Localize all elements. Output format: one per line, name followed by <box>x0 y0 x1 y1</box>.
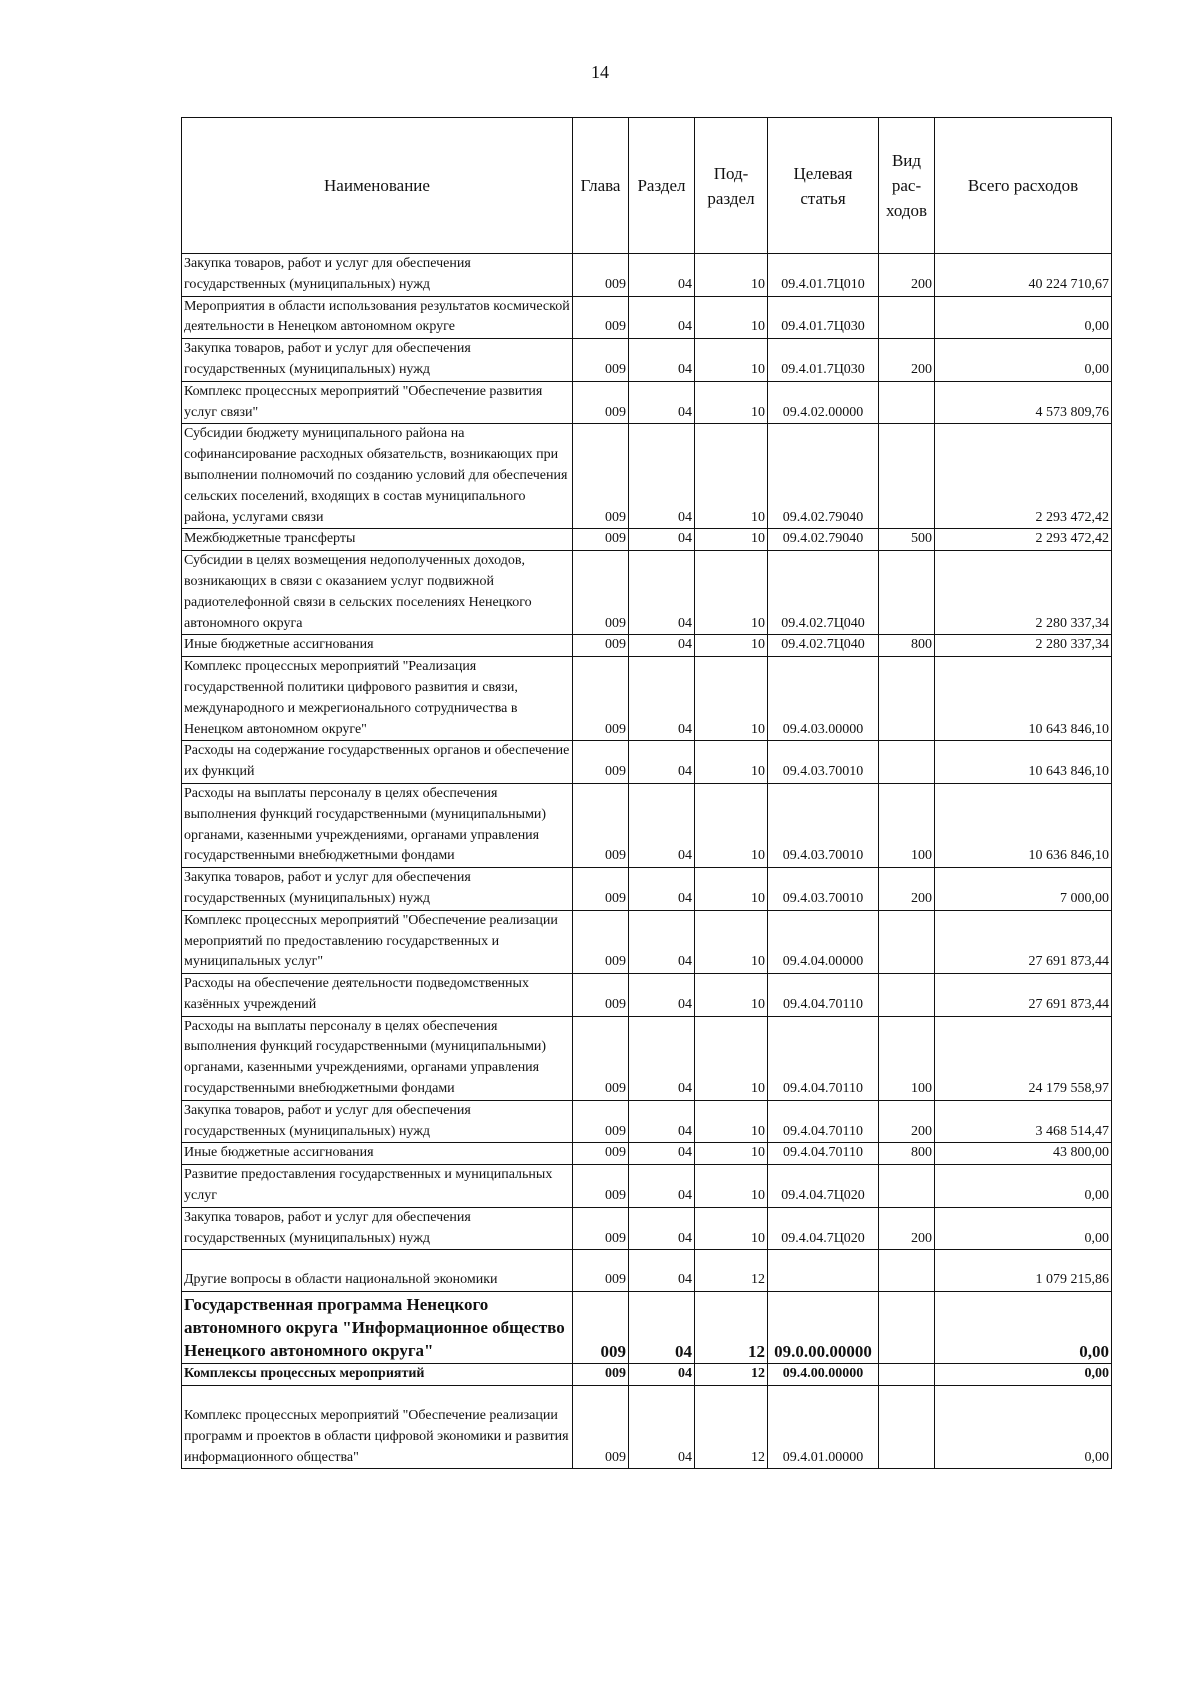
table-row <box>182 868 1112 911</box>
row-chapter: 009 <box>573 910 629 973</box>
table-row <box>182 783 1112 867</box>
budget-table <box>181 117 1112 1469</box>
row-target-article: 09.0.00.00000 <box>768 1292 879 1364</box>
table-row <box>182 1143 1112 1165</box>
table-row <box>182 1165 1112 1208</box>
row-name: Государственная программа Ненецкого автономного округа "Информационное общество Ненецкого автономного округа" <box>182 1292 573 1364</box>
row-chapter: 009 <box>573 1292 629 1364</box>
row-section: 04 <box>629 551 695 635</box>
row-name: Мероприятия в области использования результатов космической деятельности в Ненецком автономном округе <box>182 296 573 339</box>
row-total: 0,00 <box>935 1386 1112 1469</box>
row-subsection: 10 <box>695 381 768 424</box>
row-chapter: 009 <box>573 657 629 741</box>
row-expense-type: 800 <box>879 1143 935 1165</box>
row-subsection: 10 <box>695 339 768 382</box>
row-name: Расходы на выплаты персоналу в целях обеспечения выполнения функций государственными (муниципальными) органами, казенными учреждениями, органами управления государственными внебюджетными фондами <box>182 783 573 867</box>
row-target-article: 09.4.01.00000 <box>768 1386 879 1469</box>
row-chapter: 009 <box>573 1364 629 1386</box>
row-expense-type <box>879 1364 935 1386</box>
row-subsection: 12 <box>695 1386 768 1469</box>
row-expense-type: 200 <box>879 1100 935 1143</box>
row-section: 04 <box>629 424 695 529</box>
row-chapter: 009 <box>573 868 629 911</box>
row-target-article: 09.4.02.7Ц040 <box>768 635 879 657</box>
row-name: Закупка товаров, работ и услуг для обеспечения государственных (муниципальных) нужд <box>182 868 573 911</box>
row-total: 10 643 846,10 <box>935 657 1112 741</box>
row-subsection: 12 <box>695 1250 768 1292</box>
row-expense-type: 800 <box>879 635 935 657</box>
row-chapter: 009 <box>573 296 629 339</box>
row-total: 10 643 846,10 <box>935 741 1112 784</box>
row-total: 0,00 <box>935 1292 1112 1364</box>
row-subsection: 12 <box>695 1292 768 1364</box>
row-subsection: 10 <box>695 529 768 551</box>
row-subsection: 10 <box>695 254 768 297</box>
row-expense-type: 100 <box>879 1016 935 1100</box>
row-section: 04 <box>629 1143 695 1165</box>
row-section: 04 <box>629 254 695 297</box>
row-target-article: 09.4.04.70110 <box>768 974 879 1017</box>
row-total: 0,00 <box>935 1364 1112 1386</box>
row-section: 04 <box>629 296 695 339</box>
row-name: Расходы на выплаты персоналу в целях обеспечения выполнения функций государственными (муниципальными) органами, казенными учреждениями, органами управления государственными внебюджетными фондами <box>182 1016 573 1100</box>
row-target-article: 09.4.04.70110 <box>768 1016 879 1100</box>
row-name: Расходы на содержание государственных органов и обеспечение их функций <box>182 741 573 784</box>
row-target-article: 09.4.03.00000 <box>768 657 879 741</box>
row-section: 04 <box>629 657 695 741</box>
row-name: Комплекс процессных мероприятий "Обеспечение реализации мероприятий по предоставлению государственных и муниципальных услуг" <box>182 910 573 973</box>
row-section: 04 <box>629 1250 695 1292</box>
row-expense-type <box>879 551 935 635</box>
row-target-article: 09.4.03.70010 <box>768 868 879 911</box>
row-total: 27 691 873,44 <box>935 974 1112 1017</box>
row-expense-type <box>879 1386 935 1469</box>
row-total: 4 573 809,76 <box>935 381 1112 424</box>
table-row <box>182 1250 1112 1292</box>
row-total: 10 636 846,10 <box>935 783 1112 867</box>
row-subsection: 10 <box>695 910 768 973</box>
row-chapter: 009 <box>573 1207 629 1250</box>
row-section: 04 <box>629 1292 695 1364</box>
row-expense-type: 200 <box>879 868 935 911</box>
row-chapter: 009 <box>573 783 629 867</box>
row-name: Иные бюджетные ассигнования <box>182 635 573 657</box>
row-chapter: 009 <box>573 1165 629 1208</box>
row-name: Развитие предоставления государственных и муниципальных услуг <box>182 1165 573 1208</box>
row-expense-type <box>879 424 935 529</box>
row-name: Комплекс процессных мероприятий "Обеспечение реализации программ и проектов в области цифровой экономики и развития информационного общества" <box>182 1386 573 1469</box>
row-expense-type <box>879 974 935 1017</box>
row-chapter: 009 <box>573 1143 629 1165</box>
row-subsection: 10 <box>695 635 768 657</box>
row-name: Межбюджетные трансферты <box>182 529 573 551</box>
row-total: 0,00 <box>935 1165 1112 1208</box>
row-subsection: 10 <box>695 1165 768 1208</box>
row-section: 04 <box>629 974 695 1017</box>
row-expense-type <box>879 910 935 973</box>
row-subsection: 12 <box>695 1364 768 1386</box>
row-name: Закупка товаров, работ и услуг для обеспечения государственных (муниципальных) нужд <box>182 254 573 297</box>
row-name: Комплексы процессных мероприятий <box>182 1364 573 1386</box>
row-chapter: 009 <box>573 529 629 551</box>
row-section: 04 <box>629 635 695 657</box>
row-subsection: 10 <box>695 1100 768 1143</box>
row-total: 27 691 873,44 <box>935 910 1112 973</box>
row-name: Другие вопросы в области национальной экономики <box>182 1250 573 1292</box>
row-subsection: 10 <box>695 741 768 784</box>
row-subsection: 10 <box>695 1207 768 1250</box>
row-chapter: 009 <box>573 1100 629 1143</box>
row-chapter: 009 <box>573 254 629 297</box>
table-row-program <box>182 1292 1112 1364</box>
row-expense-type <box>879 657 935 741</box>
row-chapter: 009 <box>573 339 629 382</box>
row-section: 04 <box>629 381 695 424</box>
row-section: 04 <box>629 783 695 867</box>
row-name: Иные бюджетные ассигнования <box>182 1143 573 1165</box>
row-name: Закупка товаров, работ и услуг для обеспечения государственных (муниципальных) нужд <box>182 339 573 382</box>
header-chapter: Глава <box>573 118 629 254</box>
row-section: 04 <box>629 1386 695 1469</box>
row-section: 04 <box>629 339 695 382</box>
row-subsection: 10 <box>695 1016 768 1100</box>
row-total: 43 800,00 <box>935 1143 1112 1165</box>
table-row <box>182 635 1112 657</box>
row-subsection: 10 <box>695 296 768 339</box>
row-chapter: 009 <box>573 381 629 424</box>
table-row <box>182 1386 1112 1469</box>
table-row <box>182 381 1112 424</box>
row-target-article: 09.4.02.79040 <box>768 424 879 529</box>
row-total: 0,00 <box>935 296 1112 339</box>
row-section: 04 <box>629 1100 695 1143</box>
row-subsection: 10 <box>695 424 768 529</box>
row-expense-type: 200 <box>879 339 935 382</box>
row-target-article: 09.4.03.70010 <box>768 741 879 784</box>
table-row <box>182 254 1112 297</box>
row-target-article: 09.4.00.00000 <box>768 1364 879 1386</box>
row-section: 04 <box>629 868 695 911</box>
row-name: Закупка товаров, работ и услуг для обеспечения государственных (муниципальных) нужд <box>182 1100 573 1143</box>
table-row <box>182 1207 1112 1250</box>
table-row <box>182 1364 1112 1386</box>
row-target-article: 09.4.04.7Ц020 <box>768 1207 879 1250</box>
row-name: Расходы на обеспечение деятельности подведомственных казённых учреждений <box>182 974 573 1017</box>
row-name: Субсидии в целях возмещения недополученных доходов, возникающих в связи с оказанием услуг подвижной радиотелефонной связи в сельских поселениях Ненецкого автономного округа <box>182 551 573 635</box>
table-row <box>182 910 1112 973</box>
table-row <box>182 1016 1112 1100</box>
row-total: 2 293 472,42 <box>935 529 1112 551</box>
row-subsection: 10 <box>695 868 768 911</box>
header-expense-type: Вид рас- ходов <box>879 118 935 254</box>
row-target-article: 09.4.03.70010 <box>768 783 879 867</box>
row-target-article <box>768 1250 879 1292</box>
row-expense-type: 200 <box>879 254 935 297</box>
row-subsection: 10 <box>695 657 768 741</box>
row-chapter: 009 <box>573 974 629 1017</box>
row-target-article: 09.4.02.79040 <box>768 529 879 551</box>
row-section: 04 <box>629 1207 695 1250</box>
row-section: 04 <box>629 741 695 784</box>
row-section: 04 <box>629 1364 695 1386</box>
row-total: 40 224 710,67 <box>935 254 1112 297</box>
table-row <box>182 551 1112 635</box>
row-expense-type <box>879 296 935 339</box>
table-row <box>182 339 1112 382</box>
row-total: 1 079 215,86 <box>935 1250 1112 1292</box>
row-subsection: 10 <box>695 1143 768 1165</box>
row-chapter: 009 <box>573 635 629 657</box>
row-target-article: 09.4.04.70110 <box>768 1100 879 1143</box>
header-name: Наименование <box>182 118 573 254</box>
row-target-article: 09.4.02.00000 <box>768 381 879 424</box>
row-target-article: 09.4.04.7Ц020 <box>768 1165 879 1208</box>
row-total: 2 280 337,34 <box>935 635 1112 657</box>
row-name: Закупка товаров, работ и услуг для обеспечения государственных (муниципальных) нужд <box>182 1207 573 1250</box>
table-row <box>182 741 1112 784</box>
row-total: 2 293 472,42 <box>935 424 1112 529</box>
row-target-article: 09.4.01.7Ц030 <box>768 339 879 382</box>
row-expense-type <box>879 1165 935 1208</box>
row-section: 04 <box>629 1165 695 1208</box>
table-row <box>182 657 1112 741</box>
row-target-article: 09.4.04.70110 <box>768 1143 879 1165</box>
header-subsection: Под- раздел <box>695 118 768 254</box>
row-target-article: 09.4.04.00000 <box>768 910 879 973</box>
row-section: 04 <box>629 910 695 973</box>
table-row <box>182 424 1112 529</box>
row-name: Комплекс процессных мероприятий "Реализация государственной политики цифрового развития и связи, международного и межрегионального сотрудничества в Ненецком автономном округе" <box>182 657 573 741</box>
row-expense-type: 500 <box>879 529 935 551</box>
row-total: 2 280 337,34 <box>935 551 1112 635</box>
row-chapter: 009 <box>573 741 629 784</box>
row-section: 04 <box>629 529 695 551</box>
row-target-article: 09.4.02.7Ц040 <box>768 551 879 635</box>
row-chapter: 009 <box>573 1016 629 1100</box>
row-expense-type <box>879 1292 935 1364</box>
table-row <box>182 529 1112 551</box>
row-expense-type <box>879 741 935 784</box>
row-total: 0,00 <box>935 1207 1112 1250</box>
row-subsection: 10 <box>695 974 768 1017</box>
row-total: 24 179 558,97 <box>935 1016 1112 1100</box>
row-section: 04 <box>629 1016 695 1100</box>
row-subsection: 10 <box>695 783 768 867</box>
table-row <box>182 296 1112 339</box>
row-expense-type: 100 <box>879 783 935 867</box>
table-header-row <box>182 118 1112 254</box>
header-total: Всего расходов <box>935 118 1112 254</box>
row-total: 7 000,00 <box>935 868 1112 911</box>
row-expense-type <box>879 1250 935 1292</box>
row-total: 0,00 <box>935 339 1112 382</box>
table-row <box>182 1100 1112 1143</box>
row-chapter: 009 <box>573 1250 629 1292</box>
row-chapter: 009 <box>573 424 629 529</box>
row-target-article: 09.4.01.7Ц010 <box>768 254 879 297</box>
row-chapter: 009 <box>573 551 629 635</box>
row-target-article: 09.4.01.7Ц030 <box>768 296 879 339</box>
header-target-article: Целевая статья <box>768 118 879 254</box>
page-number: 14 <box>591 62 609 82</box>
header-section: Раздел <box>629 118 695 254</box>
row-subsection: 10 <box>695 551 768 635</box>
row-total: 3 468 514,47 <box>935 1100 1112 1143</box>
row-expense-type <box>879 381 935 424</box>
table-row <box>182 974 1112 1017</box>
row-name: Субсидии бюджету муниципального района на софинансирование расходных обязательств, возникающих при выполнении полномочий по созданию условий для обеспечения сельских поселений, входящих в состав муниципального района, услугами связи <box>182 424 573 529</box>
row-expense-type: 200 <box>879 1207 935 1250</box>
row-chapter: 009 <box>573 1386 629 1469</box>
row-name: Комплекс процессных мероприятий "Обеспечение развития услуг связи" <box>182 381 573 424</box>
